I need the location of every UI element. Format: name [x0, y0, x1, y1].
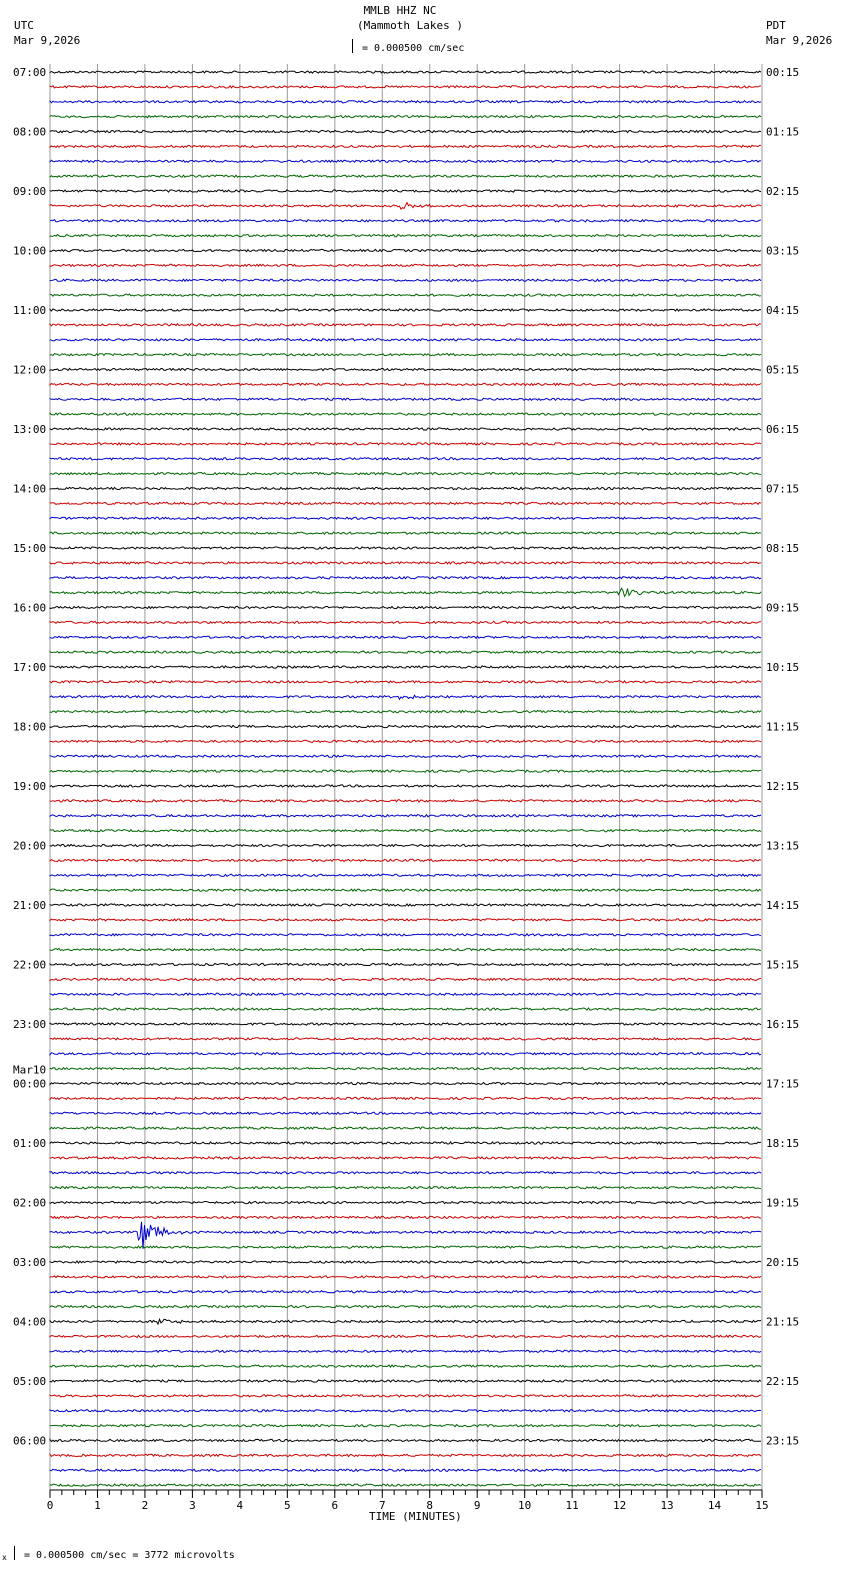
trace-22 — [50, 398, 761, 400]
trace-87 — [50, 1365, 761, 1367]
pdt-hour-label: 01:15 — [766, 125, 800, 139]
trace-39 — [50, 651, 761, 653]
trace-47 — [50, 770, 761, 772]
trace-86 — [50, 1350, 761, 1352]
utc-hour-label: 00:00 — [13, 1077, 47, 1091]
pdt-hour-label: 00:15 — [766, 66, 800, 79]
pdt-hour-label: 11:15 — [766, 720, 800, 734]
footer-scale-bar-icon — [14, 1546, 15, 1560]
pdt-hour-label: 18:15 — [766, 1137, 800, 1150]
trace-34 — [50, 577, 761, 579]
trace-84 — [50, 1319, 761, 1324]
trace-27 — [50, 473, 761, 475]
pdt-hour-label: 19:15 — [766, 1196, 800, 1210]
trace-95 — [50, 1484, 761, 1486]
utc-hour-label: 19:00 — [13, 780, 47, 793]
station-location: (Mammoth Lakes ) — [357, 19, 463, 32]
pdt-hour-label: 16:15 — [766, 1018, 800, 1031]
trace-69 — [50, 1097, 761, 1099]
pdt-hour-label: 23:15 — [766, 1434, 800, 1448]
trace-17 — [50, 324, 761, 326]
trace-10 — [50, 220, 761, 222]
trace-89 — [50, 1395, 761, 1397]
trace-72 — [50, 1142, 761, 1144]
footer-mark-icon: x — [2, 1553, 7, 1562]
trace-1 — [50, 86, 761, 88]
trace-13 — [50, 264, 761, 266]
trace-36 — [50, 606, 761, 608]
trace-45 — [50, 740, 761, 742]
date-change-label: Mar10 — [13, 1063, 47, 1077]
trace-28 — [50, 487, 761, 489]
x-tick-label: 3 — [189, 1499, 196, 1512]
trace-49 — [50, 800, 761, 802]
utc-hour-label: 07:00 — [13, 66, 47, 79]
utc-hour-label: 20:00 — [13, 839, 47, 853]
trace-56 — [50, 904, 761, 906]
trace-20 — [50, 368, 761, 370]
utc-hour-label: 05:00 — [13, 1375, 47, 1388]
trace-35 — [50, 588, 761, 596]
x-tick-label: 5 — [284, 1499, 291, 1512]
pdt-hour-label: 17:15 — [766, 1077, 800, 1091]
trace-78 — [50, 1222, 761, 1249]
trace-16 — [50, 309, 761, 311]
trace-92 — [50, 1439, 761, 1441]
trace-57 — [50, 919, 761, 921]
trace-50 — [50, 815, 761, 817]
right-date: Mar 9,2026 — [766, 34, 833, 47]
trace-94 — [50, 1469, 761, 1471]
utc-hour-label: 21:00 — [13, 899, 47, 912]
trace-62 — [50, 993, 761, 995]
trace-9 — [50, 203, 761, 210]
trace-21 — [50, 383, 761, 385]
pdt-hour-label: 10:15 — [766, 661, 800, 674]
pdt-hour-label: 04:15 — [766, 304, 800, 317]
trace-41 — [50, 681, 761, 683]
x-tick-label: 12 — [612, 1499, 627, 1512]
x-tick-label: 11 — [565, 1499, 579, 1512]
trace-42 — [50, 695, 761, 699]
trace-74 — [50, 1172, 761, 1174]
trace-79 — [50, 1246, 761, 1248]
trace-51 — [50, 830, 761, 832]
trace-12 — [50, 249, 761, 251]
utc-hour-label: 09:00 — [13, 185, 47, 198]
trace-58 — [50, 934, 761, 936]
x-tick-label: 13 — [660, 1499, 674, 1512]
trace-55 — [50, 889, 761, 891]
pdt-hour-label: 09:15 — [766, 601, 800, 615]
trace-15 — [50, 294, 761, 296]
trace-7 — [50, 175, 761, 177]
trace-32 — [50, 547, 761, 549]
trace-66 — [50, 1053, 761, 1055]
trace-33 — [50, 562, 761, 564]
trace-91 — [50, 1425, 761, 1427]
pdt-hour-label: 07:15 — [766, 482, 800, 496]
trace-60 — [50, 963, 761, 965]
utc-hour-label: 14:00 — [13, 482, 47, 496]
trace-59 — [50, 949, 761, 951]
trace-76 — [50, 1201, 761, 1203]
x-tick-label: 6 — [331, 1499, 339, 1512]
trace-77 — [50, 1216, 761, 1218]
trace-43 — [50, 711, 761, 713]
x-tick-label: 0 — [46, 1499, 54, 1512]
trace-64 — [50, 1023, 761, 1025]
x-tick-label: 9 — [473, 1499, 481, 1512]
x-tick-label: 15 — [755, 1499, 769, 1512]
x-tick-label: 14 — [707, 1499, 722, 1512]
trace-75 — [50, 1187, 761, 1189]
utc-hour-label: 11:00 — [13, 304, 47, 317]
trace-25 — [50, 443, 761, 445]
trace-46 — [50, 755, 761, 757]
trace-88 — [50, 1380, 761, 1382]
trace-81 — [50, 1276, 761, 1278]
trace-2 — [50, 101, 761, 103]
trace-73 — [50, 1157, 761, 1159]
x-tick-label: 7 — [378, 1499, 386, 1512]
trace-40 — [50, 666, 761, 668]
trace-11 — [50, 235, 761, 237]
trace-82 — [50, 1291, 761, 1293]
x-axis-title: TIME (MINUTES) — [369, 1510, 462, 1523]
utc-hour-label: 23:00 — [13, 1018, 47, 1031]
trace-37 — [50, 621, 761, 623]
pdt-hour-label: 03:15 — [766, 244, 800, 258]
utc-hour-label: 15:00 — [13, 542, 47, 555]
pdt-hour-label: 14:15 — [766, 899, 800, 912]
pdt-hour-label: 13:15 — [766, 839, 800, 853]
utc-hour-label: 08:00 — [13, 125, 47, 139]
trace-61 — [50, 978, 761, 980]
trace-8 — [50, 190, 761, 192]
trace-group — [50, 71, 761, 1486]
left-date: Mar 9,2026 — [14, 34, 81, 47]
utc-hour-label: 04:00 — [13, 1315, 47, 1329]
utc-hour-label: 10:00 — [13, 244, 47, 258]
x-tick-label: 10 — [518, 1499, 532, 1512]
x-axis — [47, 1490, 769, 1512]
scale-label: = 0.000500 cm/sec — [362, 43, 465, 54]
trace-54 — [50, 874, 761, 876]
trace-31 — [50, 532, 761, 534]
trace-19 — [50, 354, 761, 356]
trace-93 — [50, 1454, 761, 1456]
x-tick-label: 2 — [141, 1499, 149, 1512]
pdt-hour-label: 15:15 — [766, 958, 800, 972]
trace-26 — [50, 458, 761, 460]
utc-hour-label: 06:00 — [13, 1434, 47, 1448]
trace-38 — [50, 636, 761, 638]
pdt-hour-label: 08:15 — [766, 542, 800, 555]
trace-80 — [50, 1261, 761, 1263]
trace-5 — [50, 145, 761, 147]
pdt-hour-label: 20:15 — [766, 1256, 800, 1269]
trace-14 — [50, 279, 761, 281]
trace-29 — [50, 502, 761, 504]
trace-24 — [50, 428, 761, 430]
utc-hour-label: 17:00 — [13, 661, 47, 674]
trace-6 — [50, 160, 761, 162]
utc-hour-label: 16:00 — [13, 601, 47, 615]
trace-4 — [50, 130, 761, 132]
station-title: MMLB HHZ NC — [363, 4, 437, 17]
utc-hour-label: 22:00 — [13, 958, 47, 972]
trace-3 — [50, 116, 761, 118]
pdt-hour-label: 02:15 — [766, 185, 800, 198]
right-timezone: PDT — [766, 19, 786, 32]
trace-70 — [50, 1112, 761, 1114]
utc-hour-label: 12:00 — [13, 363, 47, 377]
x-tick-label: 4 — [236, 1499, 244, 1512]
trace-52 — [50, 844, 761, 846]
trace-63 — [50, 1008, 761, 1010]
utc-hour-label: 03:00 — [13, 1256, 47, 1269]
trace-48 — [50, 785, 761, 787]
x-tick-label: 1 — [94, 1499, 101, 1512]
trace-0 — [50, 71, 761, 73]
trace-67 — [50, 1068, 761, 1070]
pdt-hour-label: 05:15 — [766, 363, 800, 377]
trace-65 — [50, 1038, 761, 1040]
pdt-hour-label: 12:15 — [766, 780, 800, 793]
left-timezone: UTC — [14, 19, 34, 32]
trace-18 — [50, 339, 761, 341]
pdt-hour-label: 22:15 — [766, 1375, 800, 1388]
utc-hour-label: 18:00 — [13, 720, 47, 734]
trace-90 — [50, 1410, 761, 1412]
grid-lines — [50, 64, 762, 1493]
utc-hour-label: 01:00 — [13, 1137, 47, 1150]
trace-71 — [50, 1127, 761, 1129]
x-tick-label: 8 — [426, 1499, 434, 1512]
pdt-hour-label: 21:15 — [766, 1315, 800, 1329]
trace-44 — [50, 725, 761, 727]
trace-23 — [50, 413, 761, 415]
trace-30 — [50, 517, 761, 519]
trace-83 — [50, 1306, 761, 1308]
utc-hour-label: 13:00 — [13, 423, 47, 436]
footer-scale-label: = 0.000500 cm/sec = 3772 microvolts — [24, 1550, 235, 1561]
pdt-hour-label: 06:15 — [766, 423, 800, 436]
trace-68 — [50, 1082, 761, 1084]
utc-hour-label: 02:00 — [13, 1196, 47, 1210]
trace-53 — [50, 859, 761, 861]
trace-85 — [50, 1335, 761, 1337]
